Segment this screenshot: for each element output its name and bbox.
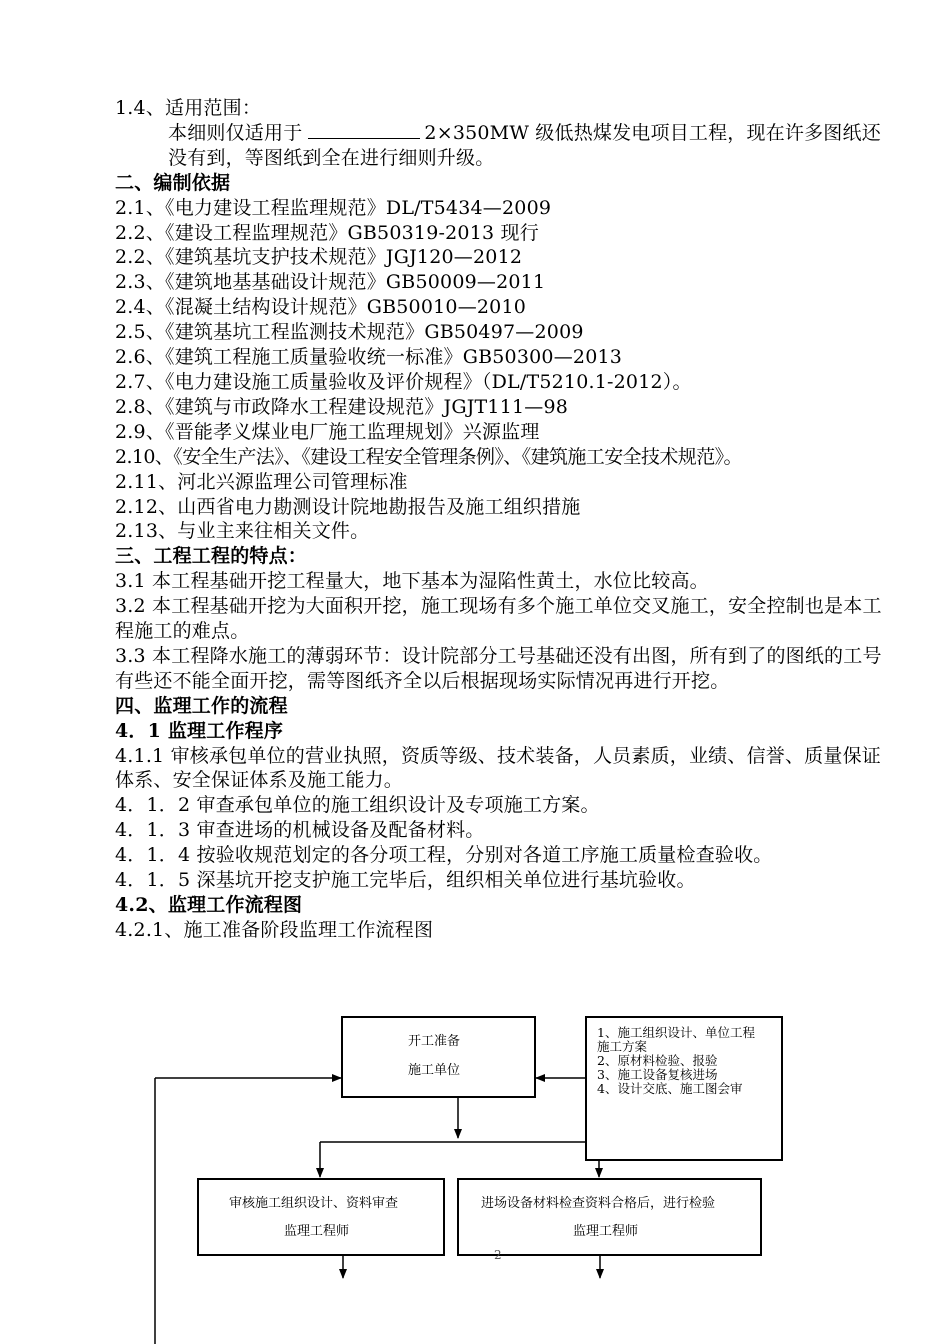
flow-box-note <box>585 1016 783 1161</box>
procedure-item: 4．1．3 审查进场的机械设备及配备材料。 <box>115 819 485 842</box>
section-3-heading: 三、工程工程的特点： <box>115 545 308 568</box>
basis-item: 2.2、《建筑基坑支护技术规范》JGJ120—2012 <box>115 246 523 269</box>
procedure-item: 4．1．2 审查承包单位的施工组织设计及专项施工方案。 <box>115 794 600 817</box>
section-2-heading: 二、编制依据 <box>115 171 231 194</box>
basis-item: 2.13、与业主来往相关文件。 <box>115 520 370 543</box>
flow-box-start-line2: 施工单位 <box>408 1063 461 1078</box>
flow-box-review-line2: 监理工程师 <box>284 1224 350 1239</box>
scope-text-before: 本细则仅适用于 <box>168 121 303 144</box>
basis-item: 2.9、《晋能孝义煤业电厂施工监理规划》兴源监理 <box>115 420 540 443</box>
feature-item: 3.3 本工程降水施工的薄弱环节：设计院部分工号基础还没有出图，所有到了的图纸的工号有些还不能全面开挖，需等图纸齐全以后根据现场实际情况再进行开挖。 <box>115 644 882 692</box>
procedure-item: 4.1.1 审核承包单位的营业执照，资质等级、技术装备，人员素质，业绩、信誉、质量保证体系、安全保证体系及施工能力。 <box>115 744 881 792</box>
flow-note-line: 2、原材料检验、报验 <box>597 1053 718 1068</box>
section-4-1-heading: 4．1 监理工作程序 <box>115 719 284 742</box>
procedure-item: 4．1．5 深基坑开挖支护施工完毕后，组织相关单位进行基坑验收。 <box>115 869 696 892</box>
page-number: 2 <box>494 1248 502 1262</box>
flow-note-line: 1、施工组织设计、单位工程 <box>597 1025 755 1040</box>
basis-item: 2.7、《电力建设施工质量验收及评价规程》（DL/T5210.1-2012）。 <box>115 370 692 393</box>
flow-note-line: 3、施工设备复核进场 <box>597 1067 718 1082</box>
flow-box-review-line1: 审核施工组织设计、资料审查 <box>229 1196 399 1211</box>
flow-box-review <box>197 1178 445 1256</box>
flow-note-line: 4、设计交底、施工图会审 <box>597 1081 743 1096</box>
flow-box-start <box>341 1016 536 1098</box>
procedure-item: 4．1．4 按验收规范划定的各分项工程，分别对各道工序施工质量检查验收。 <box>115 844 773 867</box>
basis-item: 2.8、《建筑与市政降水工程建设规范》JGJT111—98 <box>115 395 569 418</box>
feature-item: 3.1 本工程基础开挖工程量大，地下基本为湿陷性黄土，水位比较高。 <box>115 570 709 593</box>
feature-item: 3.2 本工程基础开挖为大面积开挖，施工现场有多个施工单位交叉施工，安全控制也是本工程施工的难点。 <box>115 595 882 643</box>
section-1-4-heading: 1.4、适用范围： <box>115 97 262 119</box>
basis-item: 2.1、《电力建设工程监理规范》DL/T5434—2009 <box>115 196 552 219</box>
flowchart-title: 4.2.1、施工准备阶段监理工作流程图 <box>115 918 434 941</box>
flow-box-inspection-line1: 进场设备材料检查资料合格后，进行检验 <box>481 1196 716 1211</box>
section-4-heading: 四、监理工作的流程 <box>115 694 288 717</box>
basis-item: 2.10、《安全生产法》、《建设工程安全管理条例》、《建筑施工安全技术规范》。 <box>115 445 742 468</box>
basis-item: 2.11、河北兴源监理公司管理标准 <box>115 470 408 493</box>
flow-note-line: 施工方案 <box>597 1039 648 1054</box>
flow-box-inspection <box>457 1178 762 1256</box>
basis-item: 2.12、山西省电力勘测设计院地勘报告及施工组织措施 <box>115 495 581 518</box>
flow-box-inspection-line2: 监理工程师 <box>573 1224 639 1239</box>
flow-box-start-line1: 开工准备 <box>408 1034 461 1049</box>
basis-item: 2.2、《建设工程监理规范》GB50319-2013 现行 <box>115 221 539 244</box>
section-4-2-heading: 4.2、监理工作流程图 <box>115 894 303 916</box>
scope-text-after: 2×350MW 级低热煤发电项目工程，现在许多图纸还没有到，等图纸到全在进行细则升级。 <box>168 121 881 169</box>
basis-item: 2.6、《建筑工程施工质量验收统一标准》GB50300—2013 <box>115 346 623 369</box>
basis-item: 2.3、《建筑地基基础设计规范》GB50009—2011 <box>115 271 546 294</box>
basis-item: 2.5、《建筑基坑工程监测技术规范》GB50497—2009 <box>115 321 584 344</box>
basis-item: 2.4、《混凝土结构设计规范》GB50010—2010 <box>115 296 527 319</box>
